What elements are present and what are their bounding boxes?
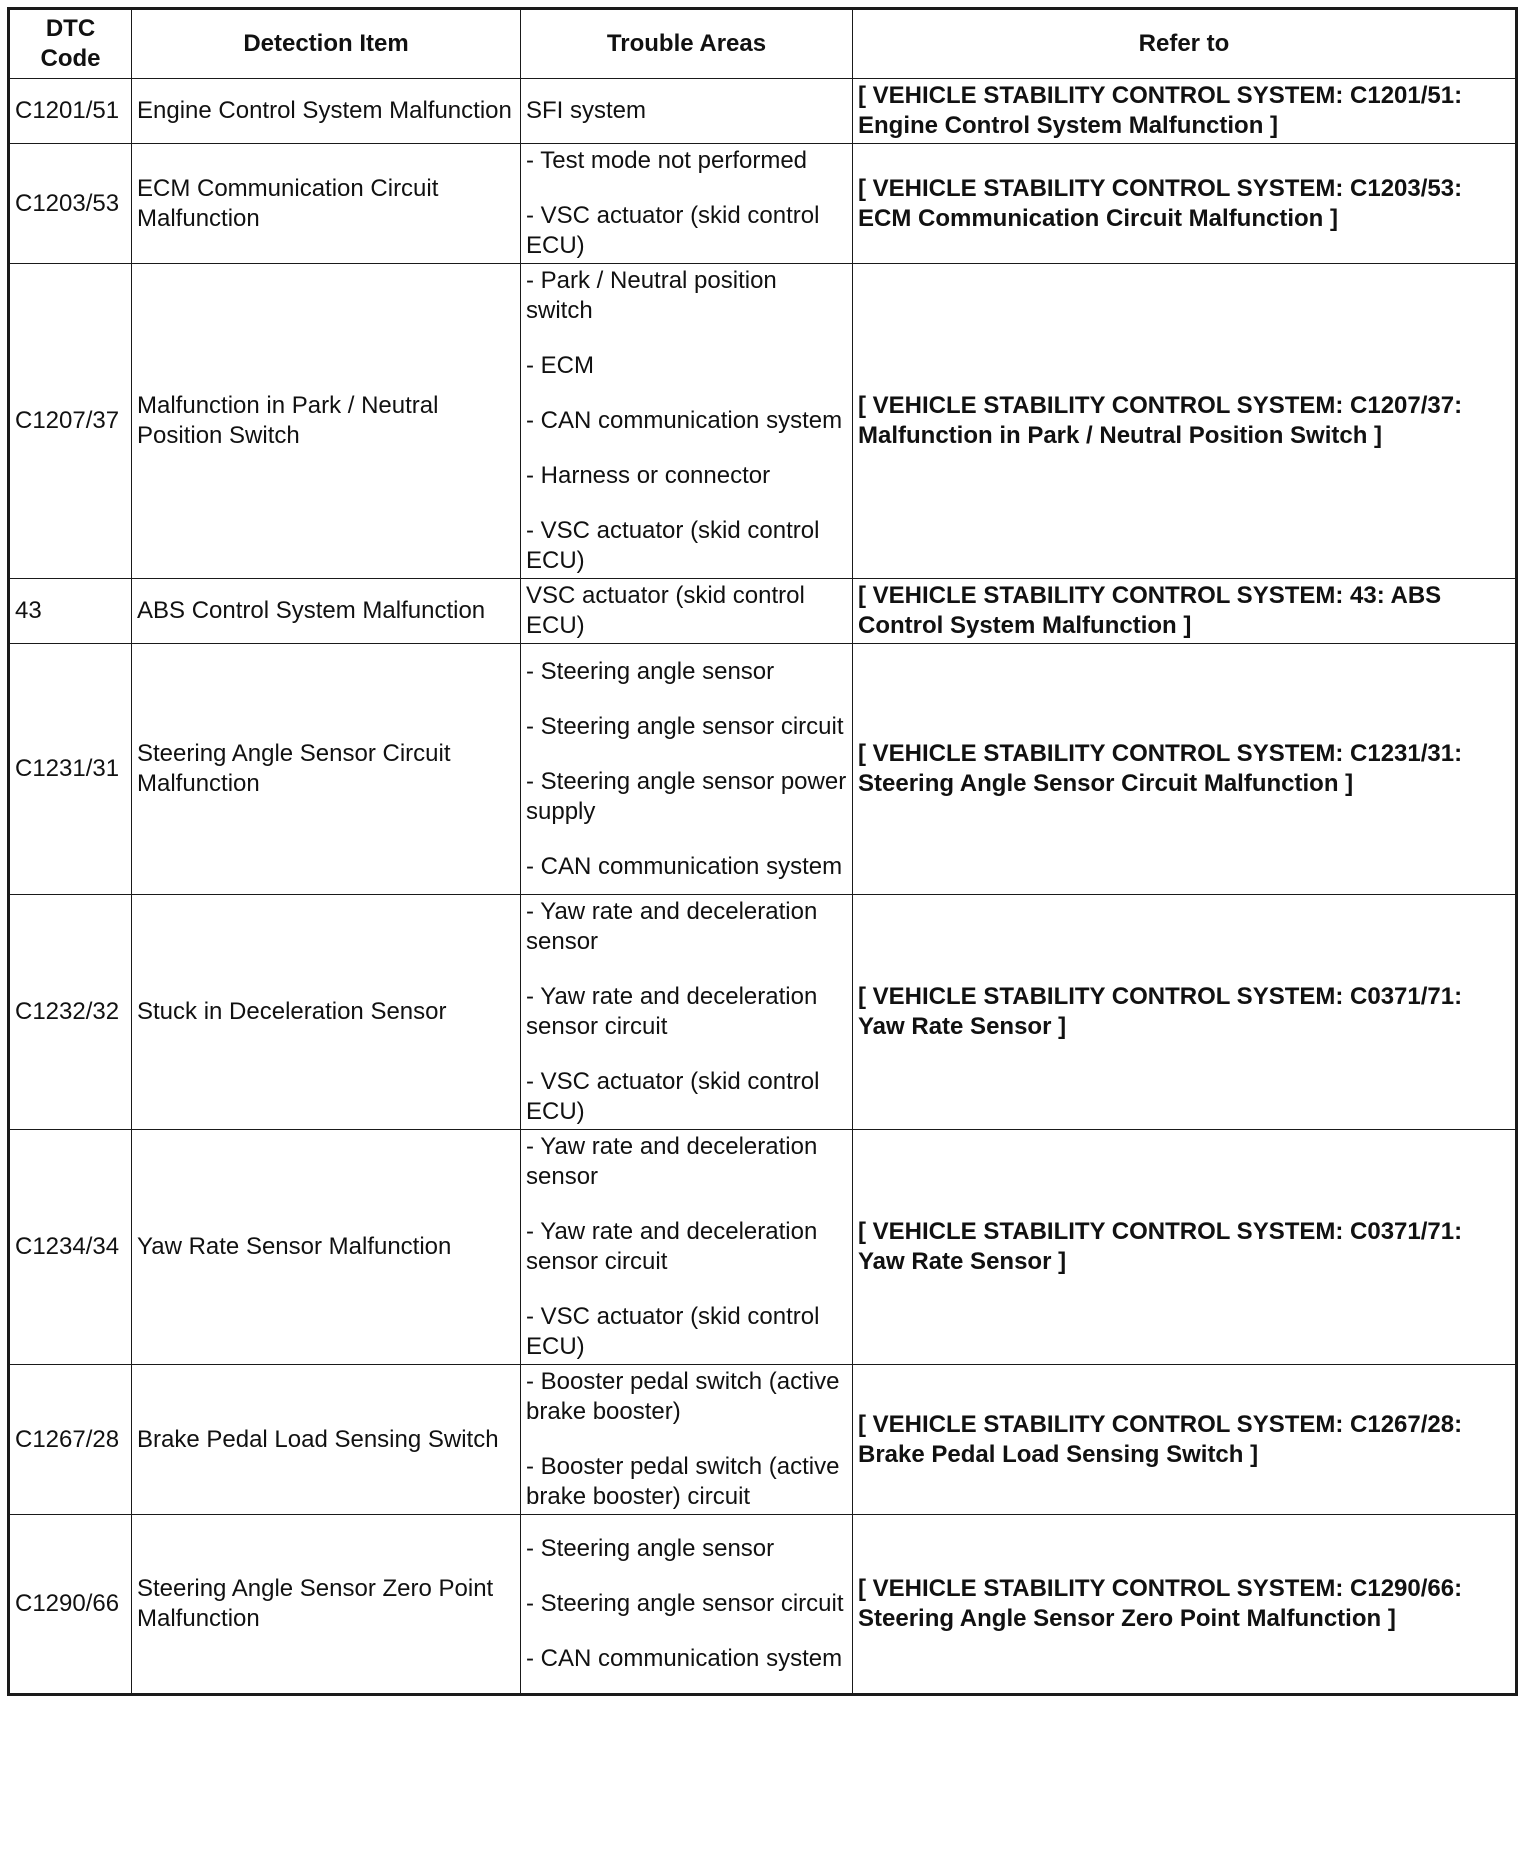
trouble-area-item: - VSC actuator (skid control ECU): [526, 1303, 820, 1360]
dtc-code-cell: 43: [9, 579, 132, 644]
trouble-area-item: - CAN communication system: [526, 407, 843, 434]
header-trouble-areas: Trouble Areas: [521, 9, 853, 79]
detection-item-cell: ECM Communication Circuit Malfunction: [132, 144, 521, 264]
trouble-areas-list: [526, 146, 847, 261]
table-row: [9, 1365, 1517, 1515]
trouble-area-item: - VSC actuator (skid control ECU): [526, 1068, 820, 1125]
table-row: [9, 1130, 1517, 1365]
trouble-areas-cell: [521, 579, 853, 644]
trouble-areas-cell: [521, 264, 853, 579]
trouble-area-item: - Steering angle sensor: [526, 1535, 775, 1562]
trouble-area-item: - Yaw rate and deceleration sensor: [526, 898, 818, 955]
table-row: [9, 144, 1517, 264]
trouble-areas-cell: [521, 895, 853, 1130]
table-row: [9, 1515, 1517, 1695]
detection-item-cell: Malfunction in Park / Neutral Position Switch: [132, 264, 521, 579]
trouble-areas-cell: [521, 79, 853, 144]
trouble-areas-cell: [521, 144, 853, 264]
refer-to-link[interactable]: [ VEHICLE STABILITY CONTROL SYSTEM: C0371/71: Yaw Rate Sensor ]: [853, 1130, 1517, 1365]
refer-to-link[interactable]: [ VEHICLE STABILITY CONTROL SYSTEM: C1207/37: Malfunction in Park / Neutral Position Switch ]: [853, 264, 1517, 579]
refer-to-link[interactable]: [ VEHICLE STABILITY CONTROL SYSTEM: C1267/28: Brake Pedal Load Sensing Switch ]: [853, 1365, 1517, 1515]
trouble-area-item: SFI system: [526, 97, 647, 124]
trouble-areas-cell: [521, 1365, 853, 1515]
table-row: [9, 79, 1517, 144]
trouble-area-item: - Booster pedal switch (active brake booster): [526, 1368, 840, 1425]
trouble-area-item: - Steering angle sensor circuit: [526, 1590, 844, 1617]
trouble-areas-list: [526, 657, 847, 882]
trouble-area-item: VSC actuator (skid control ECU): [526, 582, 805, 639]
trouble-area-item: - VSC actuator (skid control ECU): [526, 202, 820, 259]
trouble-area-item: - VSC actuator (skid control ECU): [526, 517, 820, 574]
trouble-areas-list: [526, 897, 847, 1127]
refer-to-link[interactable]: [ VEHICLE STABILITY CONTROL SYSTEM: C1201/51: Engine Control System Malfunction ]: [853, 79, 1517, 144]
trouble-areas-list: [526, 581, 847, 641]
trouble-areas-list: [526, 1534, 847, 1674]
trouble-area-item: - Yaw rate and deceleration sensor circuit: [526, 983, 818, 1040]
trouble-area-item: - CAN communication system: [526, 1645, 843, 1672]
table-row: [9, 579, 1517, 644]
detection-item-cell: Brake Pedal Load Sensing Switch: [132, 1365, 521, 1515]
table-row: [9, 264, 1517, 579]
header-detection-item: Detection Item: [132, 9, 521, 79]
header-dtc-code-line2: Code: [40, 45, 101, 72]
header-row: [9, 9, 1517, 79]
dtc-code-cell: C1203/53: [9, 144, 132, 264]
dtc-code-cell: C1232/32: [9, 895, 132, 1130]
refer-to-link[interactable]: [ VEHICLE STABILITY CONTROL SYSTEM: C1231/31: Steering Angle Sensor Circuit Malfunction ]: [853, 644, 1517, 895]
dtc-table-container: [7, 7, 1515, 1696]
header-dtc-code: [9, 9, 132, 79]
refer-to-link[interactable]: [ VEHICLE STABILITY CONTROL SYSTEM: 43: ABS Control System Malfunction ]: [853, 579, 1517, 644]
trouble-area-item: - Park / Neutral position switch: [526, 267, 777, 324]
table-row: [9, 895, 1517, 1130]
trouble-areas-cell: [521, 1130, 853, 1365]
refer-to-link[interactable]: [ VEHICLE STABILITY CONTROL SYSTEM: C1290/66: Steering Angle Sensor Zero Point Malfunction ]: [853, 1515, 1517, 1695]
detection-item-cell: Steering Angle Sensor Zero Point Malfunction: [132, 1515, 521, 1695]
refer-to-link[interactable]: [ VEHICLE STABILITY CONTROL SYSTEM: C0371/71: Yaw Rate Sensor ]: [853, 895, 1517, 1130]
trouble-areas-cell: [521, 644, 853, 895]
trouble-area-item: - Yaw rate and deceleration sensor circuit: [526, 1218, 818, 1275]
detection-item-cell: Steering Angle Sensor Circuit Malfunction: [132, 644, 521, 895]
trouble-area-item: - Steering angle sensor: [526, 657, 775, 685]
dtc-code-cell: C1201/51: [9, 79, 132, 144]
detection-item-cell: ABS Control System Malfunction: [132, 579, 521, 644]
trouble-area-item: - Steering angle sensor power supply: [526, 767, 847, 825]
detection-item-cell: Stuck in Deceleration Sensor: [132, 895, 521, 1130]
detection-item-cell: Engine Control System Malfunction: [132, 79, 521, 144]
trouble-area-item: - Yaw rate and deceleration sensor: [526, 1133, 818, 1190]
trouble-area-item: - Steering angle sensor circuit: [526, 712, 844, 740]
trouble-areas-list: [526, 1132, 847, 1362]
dtc-code-cell: C1234/34: [9, 1130, 132, 1365]
dtc-table: [7, 7, 1518, 1696]
detection-item-cell: Yaw Rate Sensor Malfunction: [132, 1130, 521, 1365]
trouble-areas-list: [526, 1367, 847, 1512]
table-row: [9, 644, 1517, 895]
table-body: [9, 79, 1517, 1695]
table-header: [9, 9, 1517, 79]
refer-to-link[interactable]: [ VEHICLE STABILITY CONTROL SYSTEM: C1203/53: ECM Communication Circuit Malfunction ]: [853, 144, 1517, 264]
trouble-area-item: - Test mode not performed: [526, 147, 808, 174]
trouble-area-item: - Harness or connector: [526, 462, 771, 489]
trouble-area-item: - CAN communication system: [526, 852, 843, 880]
trouble-areas-cell: [521, 1515, 853, 1695]
header-refer-to: Refer to: [853, 9, 1517, 79]
trouble-areas-list: [526, 266, 847, 576]
dtc-code-cell: C1207/37: [9, 264, 132, 579]
dtc-code-cell: C1231/31: [9, 644, 132, 895]
trouble-area-item: - ECM: [526, 352, 594, 379]
dtc-code-cell: C1290/66: [9, 1515, 132, 1695]
trouble-area-item: - Booster pedal switch (active brake booster) circuit: [526, 1453, 840, 1510]
dtc-code-cell: C1267/28: [9, 1365, 132, 1515]
trouble-areas-list: [526, 96, 847, 126]
header-dtc-code-line1: DTC: [45, 15, 96, 42]
